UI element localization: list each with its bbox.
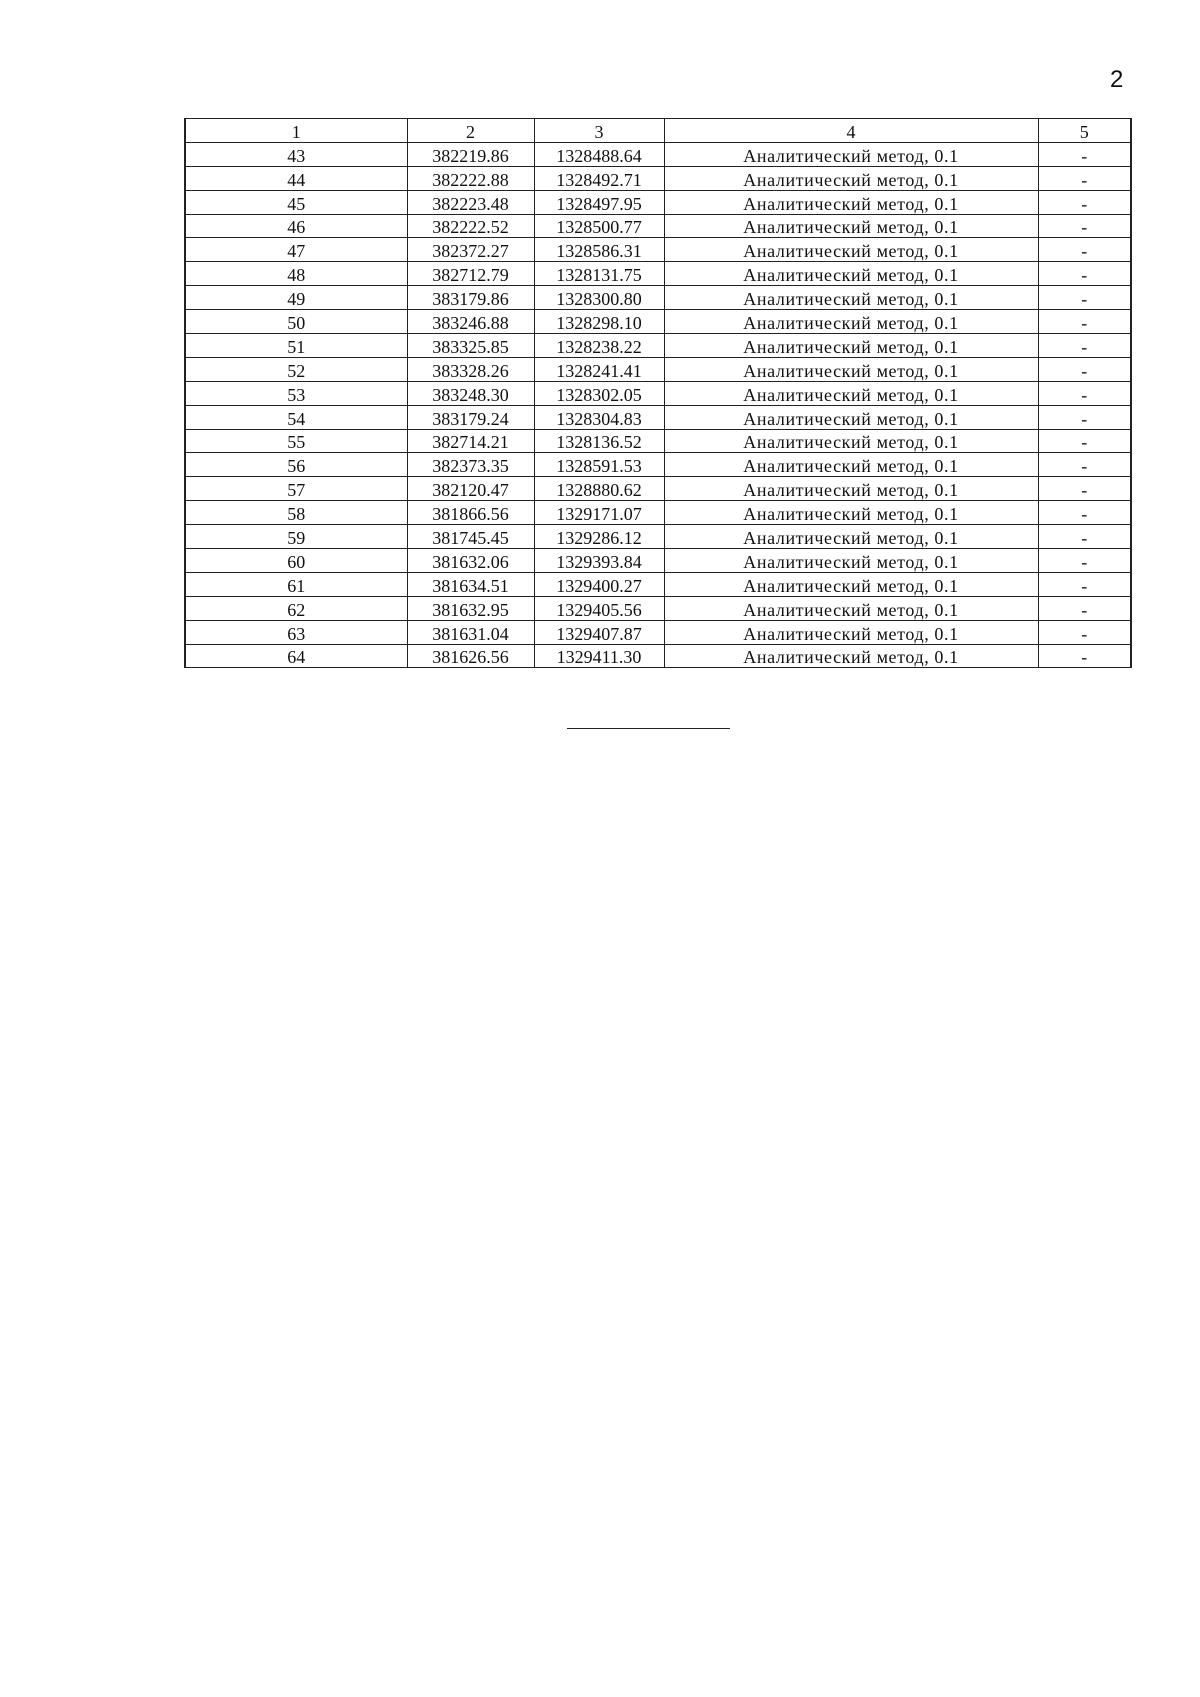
table-row [185, 166, 1131, 190]
table-row [185, 334, 1131, 358]
x-coordinate-cell: 381626.56 [407, 644, 534, 668]
point-number-cell: 57 [185, 477, 407, 501]
y-coordinate-cell: 1328591.53 [534, 453, 664, 477]
point-number-cell: 54 [185, 405, 407, 429]
table-header [185, 119, 1131, 143]
method-cell: Аналитический метод, 0.1 [664, 572, 1038, 596]
table-row [185, 644, 1131, 668]
table-row [185, 286, 1131, 310]
method-cell: Аналитический метод, 0.1 [664, 453, 1038, 477]
table-row [185, 238, 1131, 262]
note-cell: - [1038, 549, 1131, 573]
note-cell: - [1038, 453, 1131, 477]
note-cell: - [1038, 596, 1131, 620]
x-coordinate-cell: 382219.86 [407, 142, 534, 166]
note-cell: - [1038, 190, 1131, 214]
table-row [185, 453, 1131, 477]
table-row [185, 525, 1131, 549]
note-cell: - [1038, 620, 1131, 644]
y-coordinate-cell: 1329407.87 [534, 620, 664, 644]
method-cell: Аналитический метод, 0.1 [664, 501, 1038, 525]
table-row [185, 262, 1131, 286]
note-cell: - [1038, 286, 1131, 310]
x-coordinate-cell: 382120.47 [407, 477, 534, 501]
method-cell: Аналитический метод, 0.1 [664, 334, 1038, 358]
note-cell: - [1038, 238, 1131, 262]
x-coordinate-cell: 381632.06 [407, 549, 534, 573]
note-cell: - [1038, 381, 1131, 405]
point-number-cell: 43 [185, 142, 407, 166]
method-cell: Аналитический метод, 0.1 [664, 596, 1038, 620]
point-number-cell: 45 [185, 190, 407, 214]
note-cell: - [1038, 501, 1131, 525]
point-number-cell: 53 [185, 381, 407, 405]
y-coordinate-cell: 1328136.52 [534, 429, 664, 453]
point-number-cell: 47 [185, 238, 407, 262]
x-coordinate-cell: 382372.27 [407, 238, 534, 262]
table-row [185, 620, 1131, 644]
note-cell: - [1038, 214, 1131, 238]
y-coordinate-cell: 1329411.30 [534, 644, 664, 668]
point-number-cell: 52 [185, 357, 407, 381]
point-number-cell: 60 [185, 549, 407, 573]
point-number-cell: 55 [185, 429, 407, 453]
table-row [185, 142, 1131, 166]
header-col-5: 5 [1038, 119, 1131, 143]
note-cell: - [1038, 572, 1131, 596]
method-cell: Аналитический метод, 0.1 [664, 477, 1038, 501]
table-row [185, 381, 1131, 405]
table-row [185, 405, 1131, 429]
point-number-cell: 59 [185, 525, 407, 549]
coordinates-table [184, 118, 1132, 668]
method-cell: Аналитический метод, 0.1 [664, 405, 1038, 429]
point-number-cell: 50 [185, 310, 407, 334]
table-row [185, 477, 1131, 501]
note-cell: - [1038, 142, 1131, 166]
method-cell: Аналитический метод, 0.1 [664, 525, 1038, 549]
x-coordinate-cell: 383246.88 [407, 310, 534, 334]
x-coordinate-cell: 383179.24 [407, 405, 534, 429]
x-coordinate-cell: 382223.48 [407, 190, 534, 214]
y-coordinate-cell: 1329286.12 [534, 525, 664, 549]
point-number-cell: 64 [185, 644, 407, 668]
y-coordinate-cell: 1328586.31 [534, 238, 664, 262]
point-number-cell: 61 [185, 572, 407, 596]
note-cell: - [1038, 525, 1131, 549]
point-number-cell: 56 [185, 453, 407, 477]
method-cell: Аналитический метод, 0.1 [664, 190, 1038, 214]
method-cell: Аналитический метод, 0.1 [664, 357, 1038, 381]
x-coordinate-cell: 382712.79 [407, 262, 534, 286]
x-coordinate-cell: 383328.26 [407, 357, 534, 381]
table-body [185, 142, 1131, 668]
y-coordinate-cell: 1328131.75 [534, 262, 664, 286]
method-cell: Аналитический метод, 0.1 [664, 429, 1038, 453]
table-row [185, 596, 1131, 620]
x-coordinate-cell: 382373.35 [407, 453, 534, 477]
note-cell: - [1038, 429, 1131, 453]
y-coordinate-cell: 1328298.10 [534, 310, 664, 334]
method-cell: Аналитический метод, 0.1 [664, 620, 1038, 644]
x-coordinate-cell: 381631.04 [407, 620, 534, 644]
point-number-cell: 44 [185, 166, 407, 190]
note-cell: - [1038, 310, 1131, 334]
end-of-table-rule [567, 728, 730, 729]
point-number-cell: 46 [185, 214, 407, 238]
method-cell: Аналитический метод, 0.1 [664, 214, 1038, 238]
table-row [185, 572, 1131, 596]
point-number-cell: 63 [185, 620, 407, 644]
y-coordinate-cell: 1328880.62 [534, 477, 664, 501]
table-row [185, 214, 1131, 238]
note-cell: - [1038, 357, 1131, 381]
point-number-cell: 62 [185, 596, 407, 620]
x-coordinate-cell: 383325.85 [407, 334, 534, 358]
y-coordinate-cell: 1328300.80 [534, 286, 664, 310]
header-row [185, 119, 1131, 143]
note-cell: - [1038, 477, 1131, 501]
method-cell: Аналитический метод, 0.1 [664, 549, 1038, 573]
y-coordinate-cell: 1328492.71 [534, 166, 664, 190]
y-coordinate-cell: 1328497.95 [534, 190, 664, 214]
y-coordinate-cell: 1328488.64 [534, 142, 664, 166]
point-number-cell: 58 [185, 501, 407, 525]
method-cell: Аналитический метод, 0.1 [664, 310, 1038, 334]
method-cell: Аналитический метод, 0.1 [664, 166, 1038, 190]
y-coordinate-cell: 1328304.83 [534, 405, 664, 429]
header-col-4: 4 [664, 119, 1038, 143]
x-coordinate-cell: 382222.88 [407, 166, 534, 190]
y-coordinate-cell: 1328302.05 [534, 381, 664, 405]
note-cell: - [1038, 644, 1131, 668]
method-cell: Аналитический метод, 0.1 [664, 381, 1038, 405]
table-row [185, 501, 1131, 525]
method-cell: Аналитический метод, 0.1 [664, 286, 1038, 310]
x-coordinate-cell: 381866.56 [407, 501, 534, 525]
table-row [185, 357, 1131, 381]
x-coordinate-cell: 382222.52 [407, 214, 534, 238]
table-row [185, 190, 1131, 214]
x-coordinate-cell: 383179.86 [407, 286, 534, 310]
y-coordinate-cell: 1329171.07 [534, 501, 664, 525]
table-row [185, 549, 1131, 573]
header-col-3: 3 [534, 119, 664, 143]
y-coordinate-cell: 1329393.84 [534, 549, 664, 573]
y-coordinate-cell: 1328238.22 [534, 334, 664, 358]
note-cell: - [1038, 405, 1131, 429]
x-coordinate-cell: 383248.30 [407, 381, 534, 405]
x-coordinate-cell: 381632.95 [407, 596, 534, 620]
point-number-cell: 49 [185, 286, 407, 310]
method-cell: Аналитический метод, 0.1 [664, 262, 1038, 286]
note-cell: - [1038, 334, 1131, 358]
point-number-cell: 48 [185, 262, 407, 286]
x-coordinate-cell: 382714.21 [407, 429, 534, 453]
table-row [185, 310, 1131, 334]
header-col-2: 2 [407, 119, 534, 143]
y-coordinate-cell: 1329405.56 [534, 596, 664, 620]
table-row [185, 429, 1131, 453]
point-number-cell: 51 [185, 334, 407, 358]
header-col-1: 1 [185, 119, 407, 143]
y-coordinate-cell: 1328241.41 [534, 357, 664, 381]
x-coordinate-cell: 381745.45 [407, 525, 534, 549]
x-coordinate-cell: 381634.51 [407, 572, 534, 596]
method-cell: Аналитический метод, 0.1 [664, 644, 1038, 668]
method-cell: Аналитический метод, 0.1 [664, 238, 1038, 262]
y-coordinate-cell: 1329400.27 [534, 572, 664, 596]
page-number: 2 [1110, 66, 1124, 93]
note-cell: - [1038, 166, 1131, 190]
y-coordinate-cell: 1328500.77 [534, 214, 664, 238]
method-cell: Аналитический метод, 0.1 [664, 142, 1038, 166]
note-cell: - [1038, 262, 1131, 286]
